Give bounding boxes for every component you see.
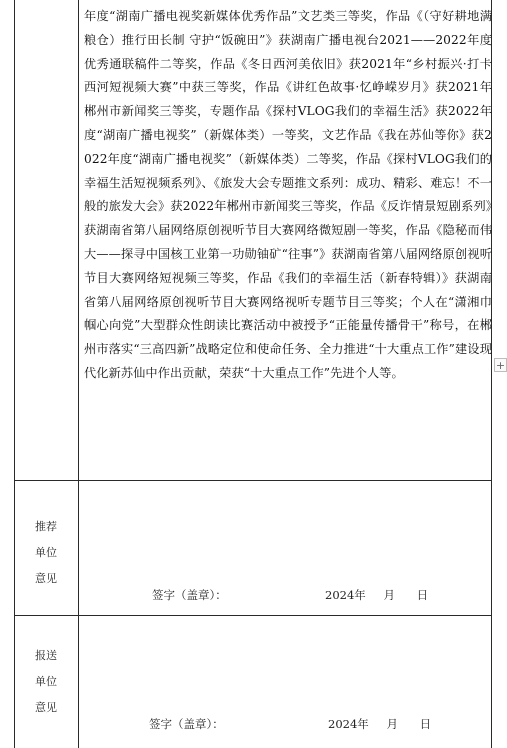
row-divider-2 (14, 615, 492, 616)
label-column-divider (78, 0, 79, 748)
recommend-label-line-1: 推荐 (35, 520, 57, 533)
recommend-label-line-2: 单位 (35, 546, 57, 559)
submit-sign-label: 签字（盖章）： (149, 717, 224, 731)
recommend-unit-label (20, 514, 72, 592)
achievement-description: 年度“湖南广播电视奖新媒体优秀作品”文艺类三等奖，作品《（守好耕地满粮仓）推行田长制 守护“饭碗田”》获湖南广播电视台2021——2022年度优秀通联稿件二等奖，作品《冬日西河美依旧》获2021年“乡村振兴·打卡西河短视频大赛”中获三等奖，作品《讲红色故事·忆峥嵘岁月》获2021年郴州市新闻奖三等奖，专题作品《探村VLOG我们的幸福生活》获2022年度“湖南广播电视奖”（新媒体类）一等奖，文艺作品《我在苏仙等你》获2022年度“湖南广播电视奖”（新媒体类）二等奖，作品《探村VLOG我们的幸福生活短视频系列》、《旅发大会专题推文系列：成功、精彩、难忘！不一般的旅发大会》获2022年郴州市新闻奖三等奖，作品《反诈情景短剧系列》获湖南省第八届网络原创视听节目大赛网络微短剧一等奖，作品《隐秘而伟大——探寻中国核工业第一功勋铀矿“往事”》获湖南省第八届网络原创视听节目大赛网络短视频三等奖，作品《我们的幸福生活（新春特辑）》获湖南省第八届网络原创视听节目大赛网络视听专题节目三等奖；个人在“潇湘巾帼心向党”大型群众性朗读比赛活动中被授予“正能量传播骨干”称号，在郴州市落实“三高四新”战略定位和使命任务、全力推进“十大重点工作”建设现代化新苏仙中作出贡献，荣获“十大重点工作”先进个人等。 (84, 9, 492, 380)
submit-label-line-1: 报送 (35, 649, 57, 662)
recommend-signature-row (152, 587, 227, 603)
submit-day: 日 (419, 717, 432, 731)
recommend-year: 2024年 (325, 588, 366, 602)
row-divider-1 (14, 480, 492, 481)
recommend-day: 日 (416, 588, 429, 602)
submit-label-line-3: 意见 (35, 701, 57, 714)
submit-label-line-2: 单位 (35, 675, 57, 688)
recommend-date-row (325, 587, 428, 603)
submit-year: 2024年 (328, 717, 369, 731)
submit-date-row (328, 716, 431, 732)
submit-unit-label (20, 643, 72, 721)
recommend-sign-label: 签字（盖章）： (152, 588, 227, 602)
recommend-month: 月 (383, 588, 395, 602)
recommend-label-line-3: 意见 (35, 572, 57, 585)
submit-month: 月 (386, 717, 398, 731)
table-left-border (14, 0, 15, 748)
submit-signature-row (149, 716, 224, 732)
plus-icon[interactable]: + (495, 359, 506, 372)
